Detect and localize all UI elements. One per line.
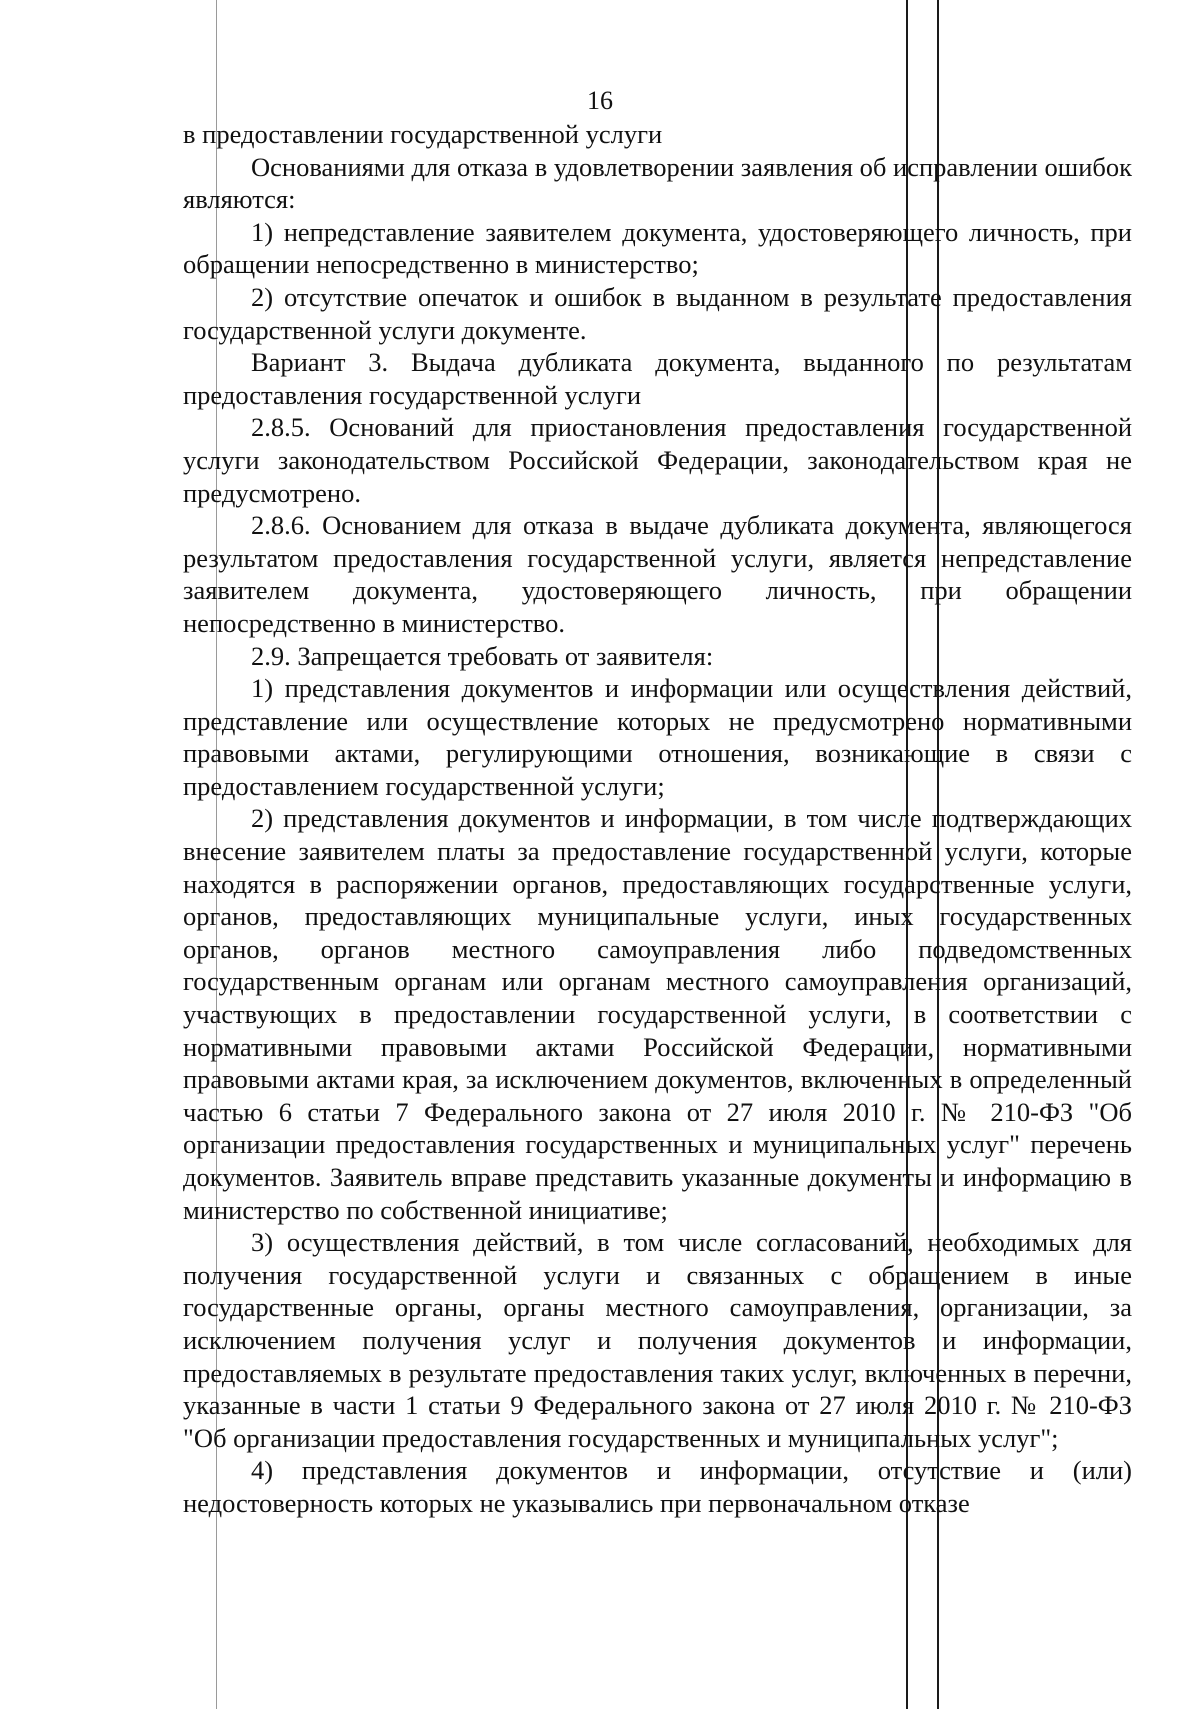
page-number: 16 [587,86,613,115]
paragraph: 2.8.6. Основанием для отказа в выдаче дубликата документа, являющегося результатом предоставления государственной услуги, является непредставление заявителем документа, удостоверяющего личность, при обращении непосредственно в министерство. [183,510,1132,638]
paragraph: 4) представления документов и информации, отсутствие и (или) недостоверность которых не указывались при первоначальном отказе [183,1455,1132,1518]
paragraph: Вариант 3. Выдача дубликата документа, выданного по результатам предоставления государственной услуги [183,347,1132,410]
body-text [183,118,1132,1520]
paragraph: 3) осуществления действий, в том числе согласований, необходимых для получения государственной услуги и связанных с обращением в иные государственные органы, органы местного самоуправления, организации, за исключением получения услуг и получения документов и информации, предоставляемых в результате предоставления таких услуг, включенных в перечни, указанные в части 1 статьи 9 Федерального закона от 27 июля 2010 г. № 210-ФЗ "Об организации предоставления государственных и муниципальных услуг"; [183,1227,1132,1453]
paragraph: 2) отсутствие опечаток и ошибок в выданном в результате предоставления государственной услуги документе. [183,281,1132,345]
paragraph: 1) представления документов и информации или осуществления действий, представление или осуществление которых не предусмотрено нормативными правовыми актами, регулирующими отношения, возникающие в связи с предоставлением государственной услуги; [183,673,1132,801]
paragraph: 2) представления документов и информации, в том числе подтверждающих внесение заявителем платы за предоставление государственной услуги, которые находятся в распоряжении органов, предоставляющих государственные услуги, органов, предоставляющих муниципальные услуги, иных государственных органов, органов местного самоуправления либо подведомственных государственным органам или органам местного самоуправления организаций, участвующих в предоставлении государственной услуги, в соответствии с нормативными правовыми актами Российской Федерации, нормативными правовыми актами края, за исключением документов, включенных в определенный частью 6 статьи 7 Федерального закона от 27 июля 2010 г. № 210-ФЗ "Об организации предоставления государственных и муниципальных услуг" перечень документов. Заявитель вправе представить указанные документы и информацию в министерство по собственной инициативе; [183,803,1132,1225]
paragraph: 1) непредставление заявителем документа, удостоверяющего личность, при обращении непосредственно в министерство; [183,216,1132,280]
paragraph: 2.9. Запрещается требовать от заявителя: [251,640,714,671]
paragraph: в предоставлении государственной услуги [183,119,663,149]
paragraph: Основаниями для отказа в удовлетворении заявления об исправлении ошибок являются: [183,151,1132,215]
paragraph: 2.8.5. Оснований для приостановления предоставления государственной услуги законодательством Российской Федерации, законодательством края не предусмотрено. [183,412,1132,508]
